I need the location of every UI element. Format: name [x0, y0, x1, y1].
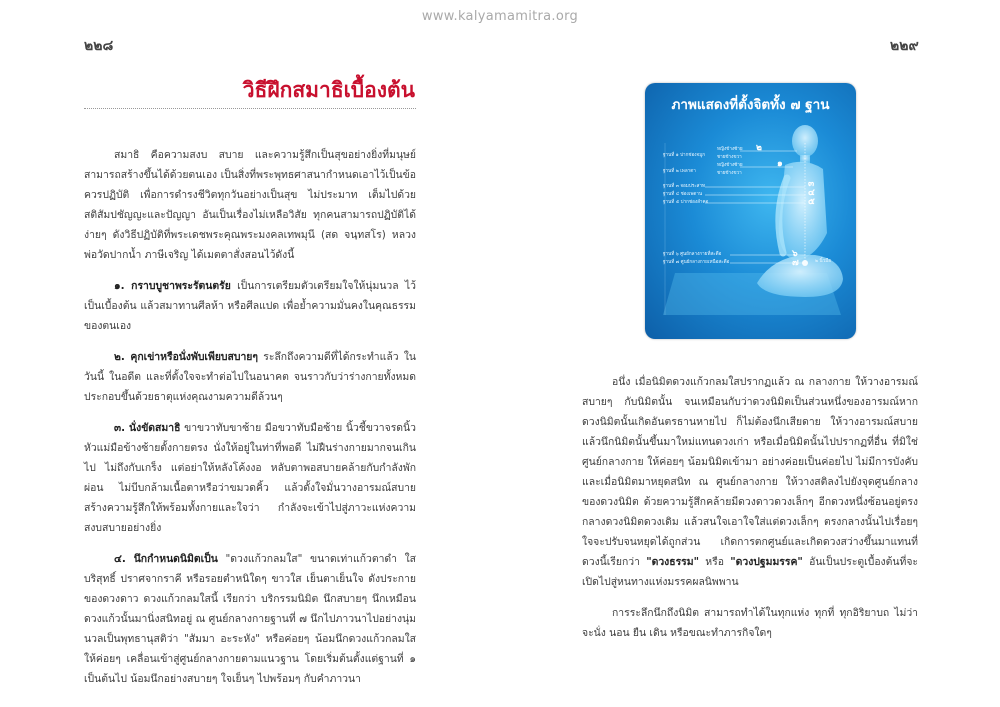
- left-page-body: [84, 145, 416, 700]
- base-number-3: ๓: [808, 179, 815, 189]
- base-number-5: ๕: [808, 197, 815, 207]
- website-url: www.kalyamamitra.org: [421, 9, 579, 24]
- label-female-left-1: หญิงข้างซ้าย: [717, 147, 743, 152]
- paragraph-step-3: ๓. นั่งขัดสมาธิ ขาขวาทับขาซ้าย มือขวาทับมือซ้าย นิ้วชี้ขวาจรดนิ้วหัวแม่มือข้างซ้ายตั้งกายตรง นั่งให้อยู่ในท่าที่พอดี ไม่ฝืนร่างกายมากจนเกินไป ไม่ถึงกับเกร็ง แต่อย่าให้หลังโค้งงอ หลับตาพอสบายคล้ายกับกำลังพักผ่อน ไม่บีบกล้ามเนื้อตาหรือว่าขมวดคิ้ว แล้วตั้งใจมั่นวางอารมณ์สบาย สร้างความรู้สึกให้พร้อมทั้งกายและใจว่า กำลังจะเข้าไปสู่ภาวะแห่งความสงบสบายอย่างยิ่ง: [84, 422, 416, 534]
- paragraph-step-1: ๑. กราบบูชาพระรัตนตรัย เป็นการเตรียมตัวเตรียมใจให้นุ่มนวล ไว้เป็นเบื้องต้น แล้วสมาทานศีลห้า หรือศีลแปด เพื่อย้ำความมั่นคงในคุณธรรมของตนเอง: [84, 280, 416, 332]
- figure-title: ภาพแสดงที่ตั้งจิตทั้ง ๗ ฐาน: [671, 97, 830, 113]
- title-divider: [84, 108, 416, 109]
- label-female-left-2: หญิงข้างซ้าย: [717, 163, 743, 168]
- base-number-7: ๗: [792, 258, 799, 268]
- paragraph-intro: สมาธิ คือความสงบ สบาย และความรู้สึกเป็นสุขอย่างยิ่งที่มนุษย์สามารถสร้างขึ้นได้ด้วยตนเอง เป็นสิ่งที่พระพุทธศาสนากำหนดเอาไว้เป็นข้อควรปฏิบัติ เพื่อการดำรงชีวิตทุกวันอย่างเป็นสุข ไม่ประมาท เต็มไปด้วยสติสัมปชัญญะและปัญญา อันเป็นเรื่องไม่เหลือวิสัย ทุกคนสามารถปฏิบัติได้ง่ายๆ ดังวิธีปฏิบัติที่พระเดชพระคุณพระมงคลเทพมุนี (สด จนฺทสโร) หลวงพ่อวัดปากน้ำ ภาษีเจริญ ได้เมตตาสั่งสอนไว้ดังนี้: [84, 149, 416, 261]
- term-dhamma-sphere: "ดวงธรรม": [646, 556, 700, 568]
- base-number-6: ๖: [792, 249, 798, 259]
- center-point-sphere: [802, 260, 808, 266]
- page-number-left: ๒๒๘: [84, 38, 114, 54]
- label-base-4: ฐานที่ ๔ ช่องเพดาน: [663, 192, 703, 197]
- step-1-heading: ๑. กราบบูชาพระรัตนตรัย: [114, 280, 231, 292]
- step-4-heading: ๔. นึกกำหนดนิมิตเป็น: [114, 553, 218, 565]
- term-first-path-sphere: "ดวงปฐมมรรค": [730, 556, 803, 568]
- label-base-3: ฐานที่ ๓ จอมประสาท: [663, 184, 706, 189]
- base-number-4: ๔: [808, 188, 815, 198]
- right-page-body: [582, 372, 918, 654]
- base-number-2: ๒: [756, 143, 762, 153]
- label-base-7: ฐานที่ ๗ ศูนย์กลางกายเหนือสะดือ: [663, 260, 730, 265]
- label-male-right-1: ชายข้างขวา: [717, 155, 742, 160]
- page-number-right: ๒๒๙: [890, 38, 919, 54]
- base-number-1: ๑: [777, 159, 783, 169]
- chapter-title: วิธีฝึกสมาธิเบื้องต้น: [242, 77, 415, 102]
- paragraph-step-2: ๒. คุกเข่าหรือนั่งพับเพียบสบายๆ ระลึกถึงความดีที่ได้กระทำแล้ว ในวันนี้ ในอดีต และที่ตั้งใจจะทำต่อไปในอนาคต จนราวกับว่าร่างกายทั้งหมดประกอบขึ้นด้วยธาตุแห่งคุณงามความดีล้วนๆ: [84, 351, 417, 403]
- label-base-5: ฐานที่ ๕ ปากช่องลำคอ: [663, 200, 709, 205]
- label-male-right-2: ชายข้างขวา: [717, 171, 742, 176]
- label-base-6: ฐานที่ ๖ ศูนย์กลางกายที่สะดือ: [663, 252, 722, 257]
- label-two-fingers: ๒ นิ้วมือ: [815, 259, 831, 264]
- step-3-heading: ๓. นั่งขัดสมาธิ: [114, 422, 181, 434]
- label-base-2: ฐานที่ ๒ เพลาตา: [663, 169, 696, 174]
- step-2-heading: ๒. คุกเข่าหรือนั่งพับเพียบสบายๆ: [114, 351, 258, 363]
- label-base-1: ฐานที่ ๑ ปากช่องจมูก: [663, 153, 706, 158]
- meditation-bases-figure: [645, 83, 856, 339]
- paragraph-nimitta: อนึ่ง เมื่อนิมิตดวงแก้วกลมใสปรากฏแล้ว ณ กลางกาย ให้วางอารมณ์สบายๆ กับนิมิตนั้น จนเหมือนกับว่าดวงนิมิตเป็นส่วนหนึ่งของอารมณ์หากดวงนิมิตนั้นเกิดอันตรธานหายไป ก็ไม่ต้องนึกเสียดาย ให้วางอารมณ์สบาย แล้วนึกนิมิตนั้นขึ้นมาใหม่แทนดวงเก่า หรือเมื่อนิมิตนั้นไปปรากฏที่อื่น ที่มิใช่ศูนย์กลางกาย ให้ค่อยๆ น้อมนิมิตเข้ามา อย่างค่อยเป็นค่อยไป ไม่มีการบังคับ และเมื่อนิมิตมาหยุดสนิท ณ ศูนย์กลางกาย ให้วางสติลงไปยังจุดศูนย์กลางของดวงนิมิต ด้วยความรู้สึกคล้ายมีดวงดาวดวงเล็กๆ อีกดวงหนึ่งซ้อนอยู่ตรงกลางดวงนิมิตดวงเดิม แล้วสนใจเอาใจใส่แต่ดวงเล็กๆ ตรงกลางนั้นไปเรื่อยๆ ใจจะปรับจนหยุดได้ถูกส่วน เกิดการตกศูนย์และเกิดดวงสว่างขึ้นมาแทนที่ ดวงนี้เรียกว่า "ดวงธรรม" หรือ "ดวงปฐมมรรค" อันเป็นประตูเบื้องต้นที่จะเปิดไปสู่หนทางแห่งมรรคผลนิพพาน: [582, 376, 919, 588]
- paragraph-step-4: ๔. นึกกำหนดนิมิตเป็น "ดวงแก้วกลมใส" ขนาดเท่าแก้วตาดำ ใสบริสุทธิ์ ปราศจากราคี หรือรอยตำหนิใดๆ ขาวใส เย็นตาเย็นใจ ดังประกายของดวงดาว ดวงแก้วกลมใสนี้ เรียกว่า บริกรรมนิมิต นึกสบายๆ นึกเหมือนดวงแก้วนั้นมานิ่งสนิทอยู่ ณ ศูนย์กลางกายฐานที่ ๗ นึกไปภาวนาไปอย่างนุ่มนวลเป็นพุทธานุสติว่า "สัมมา อะระหัง" หรือค่อยๆ น้อมนึกดวงแก้วกลมใสให้ค่อยๆ เคลื่อนเข้าสู่ศูนย์กลางกายตามแนวฐาน โดยเริ่มต้นตั้งแต่ฐานที่ ๑ เป็นต้นไป น้อมนึกอย่างสบายๆ ใจเย็นๆ ไปพร้อมๆ กับคำภาวนา: [84, 553, 416, 685]
- seated-figure-illustration: [645, 83, 856, 339]
- paragraph-recollection: การระลึกนึกถึงนิมิต สามารถทำได้ในทุกแห่ง ทุกที่ ทุกอิริยาบถ ไม่ว่าจะนั่ง นอน ยืน เดิน หรือขณะทำภารกิจใดๆ: [582, 607, 918, 639]
